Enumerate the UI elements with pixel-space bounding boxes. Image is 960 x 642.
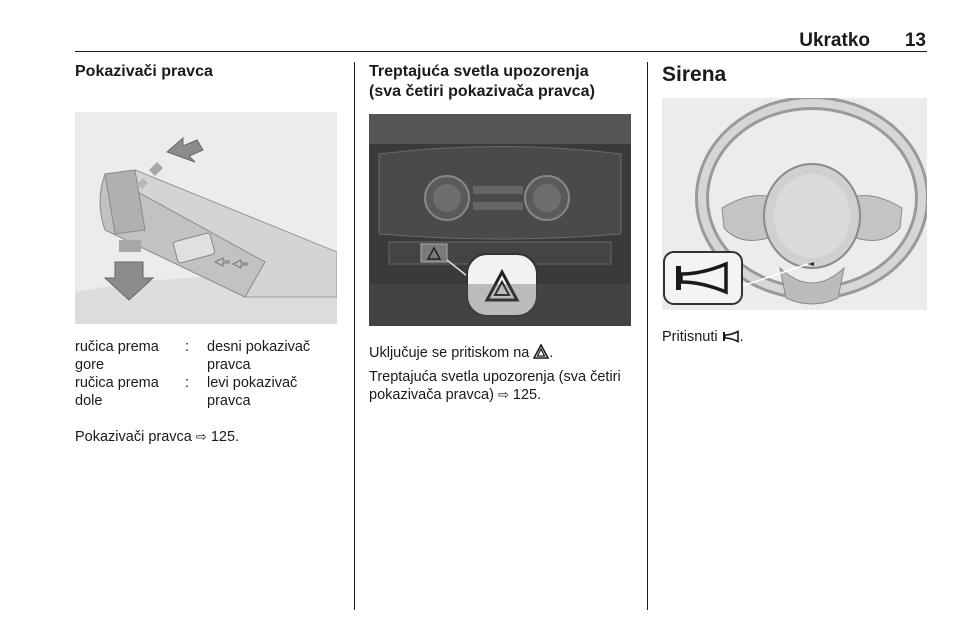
section-heading-turn-signals: Pokazivači pravca <box>75 63 213 80</box>
reference-page[interactable]: 125. <box>210 429 240 445</box>
reference-text: Pokazivači pravca <box>75 429 192 445</box>
page-reference-arrow-icon <box>196 429 207 445</box>
horn-instruction <box>662 328 927 346</box>
column-divider-2 <box>647 62 648 610</box>
turn-signal-lever-figure <box>75 112 337 324</box>
turn-signals-reference <box>75 428 337 446</box>
definition-description: levi pokazivač pravca <box>207 375 298 409</box>
definition-term: ručica prema gore <box>75 339 159 373</box>
hazard-reference <box>369 368 631 404</box>
page-reference-arrow-icon <box>498 387 509 403</box>
horn-instruction-text: Pritisnuti <box>662 329 718 345</box>
steering-wheel-figure <box>662 98 927 310</box>
section-heading-hazard-line2: (sva četiri pokazivača pravca) <box>369 83 595 100</box>
hazard-reference-text: Treptajuća svetla upozorenja (sva četiri pokazivača pravca) <box>369 369 621 403</box>
section-heading-hazard-line1: Treptajuća svetla upozorenja <box>369 63 589 80</box>
hazard-instruction <box>369 344 631 362</box>
definition-description: desni pokazivač pravca <box>207 339 311 373</box>
definition-row <box>75 374 337 410</box>
definition-term: ručica prema dole <box>75 375 159 409</box>
page-header-title: Ukratko <box>799 30 870 51</box>
column-turn-signals <box>75 62 337 446</box>
hazard-switch-figure <box>369 114 631 326</box>
turn-signal-definition-list <box>75 338 337 410</box>
column-divider-1 <box>354 62 355 610</box>
hazard-instruction-end: . <box>549 345 554 361</box>
hazard-warning-icon <box>533 344 549 359</box>
header-rule <box>75 51 927 52</box>
hazard-reference-page[interactable]: 125. <box>512 387 542 403</box>
definition-separator: : <box>185 375 190 391</box>
column-hazard-lights <box>369 62 631 404</box>
page-number: 13 <box>904 30 926 51</box>
hazard-instruction-text: Uključuje se pritiskom na <box>369 345 530 361</box>
horn-icon <box>722 330 740 343</box>
horn-instruction-end: . <box>739 329 744 345</box>
definition-row <box>75 338 337 374</box>
definition-separator: : <box>185 339 190 355</box>
column-horn <box>662 62 927 346</box>
section-heading-horn: Sirena <box>662 63 727 86</box>
